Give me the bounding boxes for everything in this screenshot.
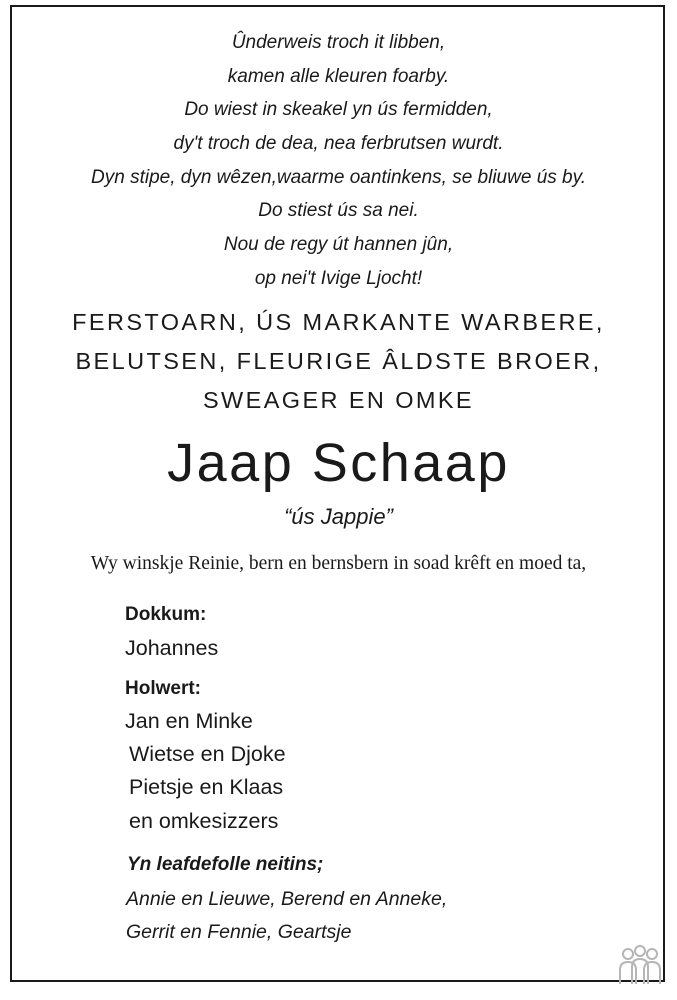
family-member: en omkesizzers: [129, 809, 279, 833]
condolence-wish: Wy winskje Reinie, bern en bernsbern in soad krêft en moed ta,: [90, 553, 587, 574]
poem-line: Do wiest in skeakel yn ús fermidden,: [184, 99, 493, 121]
relation-line: FERSTOARN, ÚS MARKANTE WARBERE,: [72, 309, 605, 335]
poem-line: kamen alle kleuren foarby.: [227, 65, 450, 87]
family-member: Wietse en Djoke: [129, 742, 286, 766]
nephews-line: Annie en Lieuwe, Berend en Anneke,: [126, 888, 448, 910]
family-member: Johannes: [125, 636, 219, 660]
poem-line: Dyn stipe, dyn wêzen,waarme oantinkens, se bliuwe ús by.: [91, 166, 586, 188]
nephews-heading: Yn leafdefolle neitins;: [127, 854, 324, 875]
poem-line: op nei't Ivige Ljocht!: [254, 267, 423, 289]
relation-line: SWEAGER EN OMKE: [202, 387, 475, 413]
relation-description: [0, 303, 677, 420]
family-place-holwert: Holwert:: [125, 678, 201, 699]
nephews-line: Gerrit en Fennie, Geartsje: [126, 921, 352, 943]
memorial-poem: [0, 26, 677, 296]
poem-line: Ûnderweis troch it libben,: [231, 32, 446, 53]
poem-line: Do stiest ús sa nei.: [258, 200, 419, 222]
relation-line: BELUTSEN, FLEURIGE ÂLDSTE BROER,: [75, 348, 602, 374]
deceased-name: Jaap Schaap: [167, 433, 510, 493]
people-group-icon: [614, 942, 666, 986]
deceased-nickname: “ús Jappie”: [284, 504, 393, 529]
family-place-dokkum: Dokkum:: [125, 604, 207, 625]
poem-line: Nou de regy út hannen jûn,: [223, 234, 454, 256]
family-member: Jan en Minke: [125, 709, 253, 733]
poem-line: dy't troch de dea, nea ferbrutsen wurdt.: [173, 133, 504, 155]
family-member: Pietsje en Klaas: [129, 775, 284, 799]
